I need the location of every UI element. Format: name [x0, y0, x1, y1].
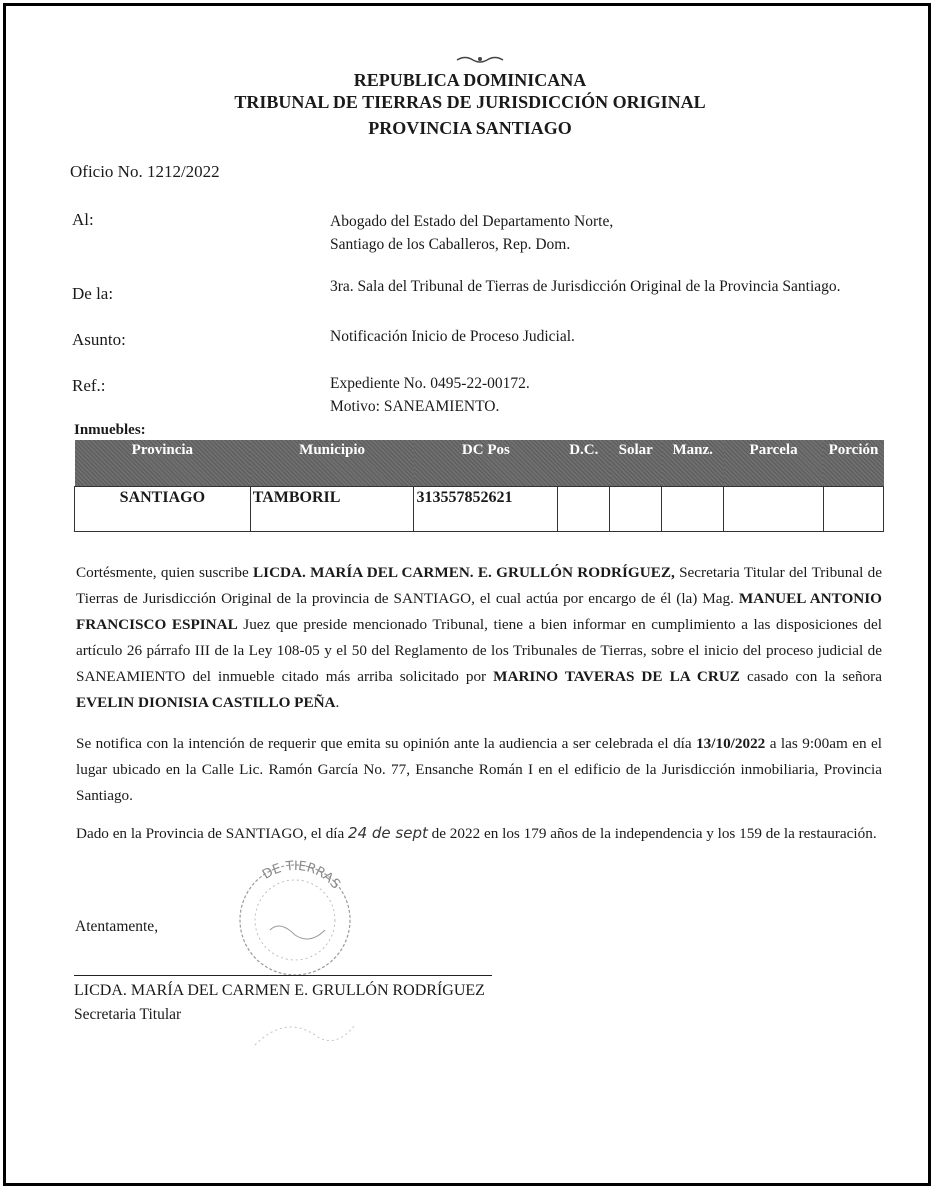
p2-text-c: a las 9:00am en el lugar ubicado en la Calle Lic. Ramón García No. 77, Ensanche Román I en el edificio de la Jurisdicción inmobiliaria, Provincia Santiago. [76, 735, 882, 804]
faint-stamp-mark [245, 995, 365, 1055]
p1-text-i: . [335, 694, 340, 711]
inmuebles-title: Inmuebles: [74, 422, 146, 438]
al-label: Al: [72, 210, 94, 229]
paragraph-dated [76, 820, 882, 847]
p3-text-a: Dado en la Provincia de SANTIAGO, el día [76, 825, 349, 842]
seal-text: DE TIERRAS [259, 858, 343, 893]
signer-role: Secretaria Titular [74, 1006, 182, 1023]
coat-of-arms-icon [455, 55, 505, 65]
header-province: PROVINCIA SANTIAGO [368, 118, 572, 138]
p1-text-g: casado con la señora [739, 668, 882, 685]
header-parcela: Parcela [724, 440, 824, 487]
cell-dc [558, 487, 610, 532]
header-municipio: Municipio [250, 440, 414, 487]
cell-solar [610, 487, 662, 532]
header-dc: D.C. [558, 440, 610, 487]
ref-value-2: Motivo: SANEAMIENTO. [330, 398, 500, 415]
paragraph-notification [76, 731, 882, 809]
header-porcion: Porción [823, 440, 883, 487]
asunto-value: Notificación Inicio de Proceso Judicial. [330, 328, 575, 345]
header-dc-pos: DC Pos [414, 440, 558, 487]
header-manzana: Manz. [662, 440, 724, 487]
p1-spouse-name: EVELIN DIONISIA CASTILLO PEÑA [76, 694, 336, 711]
dela-value: 3ra. Sala del Tribunal de Tierras de Jurisdicción Original de la Provincia Santiago. [330, 278, 841, 295]
signature-line [74, 975, 492, 976]
table-row [75, 487, 884, 532]
al-value-1: Abogado del Estado del Departamento Norte, [330, 213, 614, 230]
cell-dc-pos: 313557852621 [414, 487, 558, 532]
p3-text-b: de 2022 en los 179 años de la independencia y los 159 de la restauración. [427, 825, 877, 842]
svg-text:DE TIERRAS [260, 859, 343, 892]
cell-parcela [724, 487, 824, 532]
cell-provincia: SANTIAGO [75, 487, 251, 532]
header-tribunal: TRIBUNAL DE TIERRAS DE JURISDICCIÓN ORIGINAL [234, 92, 706, 112]
header-solar: Solar [610, 440, 662, 487]
ref-label: Ref.: [72, 376, 106, 395]
tribunal-seal-stamp [220, 850, 370, 980]
oficio-number: Oficio No. 1212/2022 [70, 162, 220, 181]
p1-secretary-name: LICDA. MARÍA DEL CARMEN. E. GRULLÓN RODRÍGUEZ, [253, 564, 675, 581]
handwritten-date: 24 de sept [348, 824, 428, 842]
cell-porcion [823, 487, 883, 532]
cell-manzana [662, 487, 724, 532]
al-value-2: Santiago de los Caballeros, Rep. Dom. [330, 236, 571, 253]
p1-text-e: Juez que preside mencionado Tribunal, tiene a bien informar en cumplimiento a las disposiciones del artículo 26 párrafo III de la Ley 108-05 y el 50 del Reglamento de los Tribunales de Tierras, sobre el inicio del proceso judicial de SANEAMIENTO del inmueble citado más arriba solicitado por [76, 616, 882, 685]
cell-municipio: TAMBORIL [250, 487, 414, 532]
ref-value-1: Expediente No. 0495-22-00172. [330, 375, 530, 392]
header-country: REPUBLICA DOMINICANA [353, 70, 587, 90]
p1-applicant-name: MARINO TAVERAS DE LA CRUZ [493, 668, 740, 685]
closing-salutation: Atentamente, [75, 918, 159, 935]
dela-label: De la: [72, 284, 114, 303]
inmuebles-table [74, 440, 884, 532]
table-header-row [75, 440, 884, 487]
paragraph-intro [76, 560, 882, 716]
p1-text-a: Cortésmente, quien suscribe [76, 564, 254, 581]
hearing-date: 13/10/2022 [696, 735, 766, 752]
header-provincia: Provincia [75, 440, 251, 487]
signer-name: LICDA. MARÍA DEL CARMEN E. GRULLÓN RODRÍGUEZ [74, 982, 485, 999]
p2-text-a: Se notifica con la intención de requerir que emita su opinión ante la audiencia a ser celebrada el día [76, 735, 697, 752]
p1-judge-name: MANUEL ANTONIO FRANCISCO ESPINAL [76, 590, 882, 633]
p1-text-c: Secretaria Titular del Tribunal de Tierras de Jurisdicción Original de la provincia de SANTIAGO, el cual actúa por encargo de él (la) Mag. [76, 564, 882, 607]
asunto-label: Asunto: [72, 330, 126, 349]
